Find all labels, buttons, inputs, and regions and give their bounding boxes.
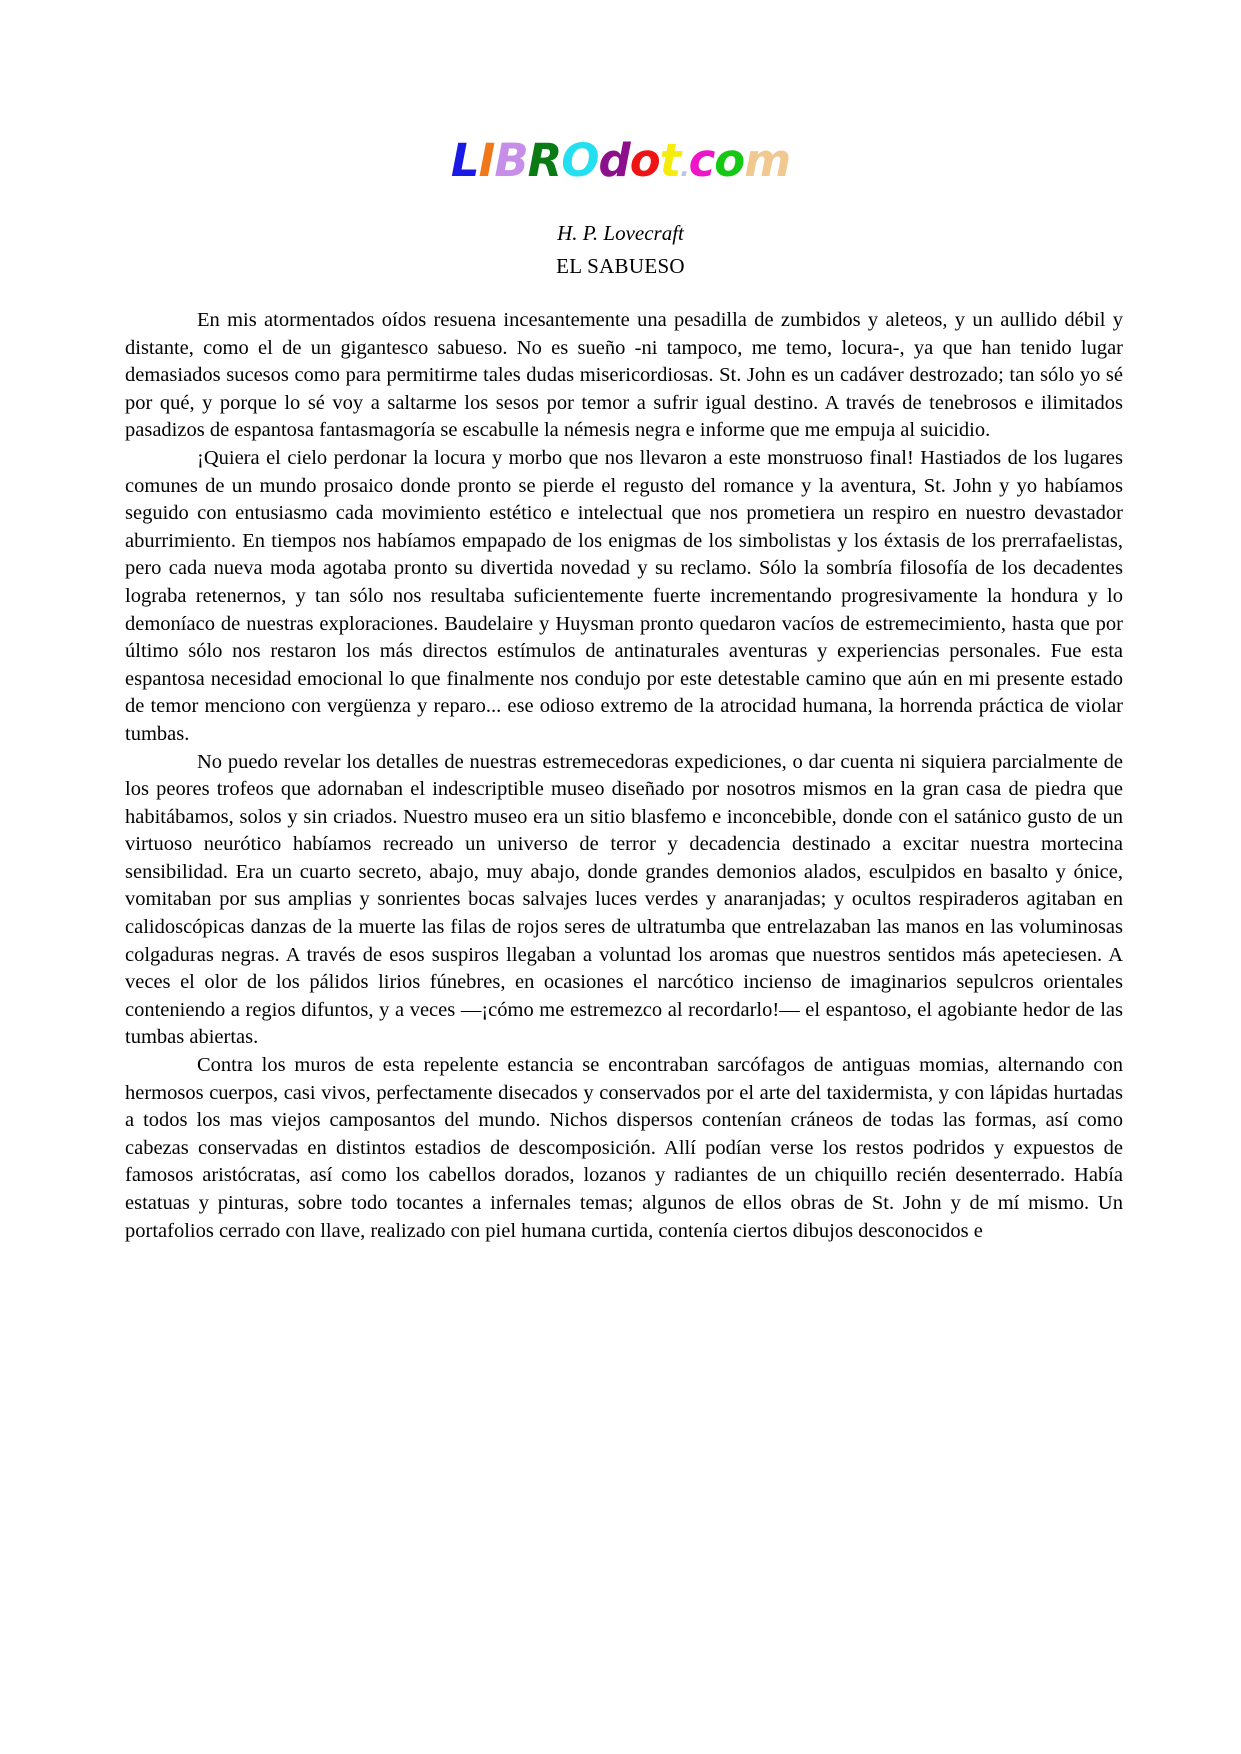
logo-letter-5: d bbox=[598, 134, 630, 187]
logo-letter-1: I bbox=[478, 134, 495, 187]
logo-letter-0: L bbox=[450, 134, 479, 187]
body-text bbox=[0, 307, 1241, 1245]
logo-letter-3: R bbox=[527, 134, 562, 187]
page-title: EL SABUESO bbox=[556, 254, 685, 278]
paragraph: Contra los muros de esta repelente estancia se encontraban sarcófagos de antiguas momias, alternando con hermosos cuerpos, casi vivos, perfectamente disecados y conservados por el arte del taxidermista, y con lápidas hurtadas a todos los mas viejos camposantos del mundo. Nichos dispersos contenían cráneos de todas las formas, así como cabezas conservadas en distintos estadios de descomposición. Allí podían verse los restos podridos y expuestos de famosos aristócratas, así como los cabellos dorados, lozanos y radiantes de un chiquillo recién desenterrado. Había estatuas y pinturas, sobre todo tocantes a infernales temas; algunos de ellos obras de St. John y de mí mismo. Un portafolios cerrado con llave, realizado con piel humana curtida, contenía ciertos dibujos desconocidos e bbox=[125, 1054, 1123, 1242]
logo-letter-9: c bbox=[688, 134, 715, 187]
logo-letter-6: o bbox=[629, 134, 660, 187]
paragraph: No puedo revelar los detalles de nuestras estremecedoras expediciones, o dar cuenta ni siquiera parcialmente de los peores trofeos que adornaban el indescriptible museo diseñado por nosotros mismos en la gran casa de piedra que habitábamos, solos y sin criados. Nuestro museo era un sitio blasfemo e inconcebible, donde con el satánico gusto de un virtuoso neurótico habíamos recreado un universo de terror y decadencia destinado a excitar nuestra mortecina sensibilidad. Era un cuarto secreto, abajo, muy abajo, donde grandes demonios alados, esculpidos en basalto y ónice, vomitaban por sus amplias y sonrientes bocas salvajes luces verdes y anaranjadas; y ocultos respiraderos agitaban en calidoscópicas danzas de la muerte las filas de rojos seres de ultratumba que entrelazaban las manos en las voluminosas colgaduras negras. A través de esos suspiros llegaban a voluntad los aromas que nuestros sentidos más apeteciesen. A veces el olor de los pálidos lirios fúnebres, en ocasiones el narcótico incienso de imaginarios sepulcros orientales conteniendo a regios difuntos, y a veces —¡cómo me estremezco al recordarlo!— el espantoso, el agobiante hedor de las tumbas abiertas. bbox=[125, 750, 1123, 1049]
paragraph: ¡Quiera el cielo perdonar la locura y morbo que nos llevaron a este monstruoso final! Hastiados de los lugares comunes de un mundo prosaico donde pronto se pierde el regusto del romance y la aventura, St. John y yo habíamos seguido con entusiasmo cada movimiento estético e intelectual que nos prometiera un respiro en nuestro devastador aburrimiento. En tiempos nos habíamos empapado de los enigmas de los simbolistas y los éxtasis de los prerrafaelistas, pero cada nueva moda agotaba pronto su divertida novedad y su reclamo. Sólo la sombría filosofía de los decadentes lograba retenernos, y tan sólo nos resultaba suficientemente fuerte incrementando progresivamente la hondura y lo demoníaco de nuestras exploraciones. Baudelaire y Huysman pronto quedaron vacíos de estremecimiento, hasta que por último sólo nos restaron los más directos estímulos de antinaturales aventuras y experiencias personales. Fue esta espantosa necesidad emocional lo que finalmente nos condujo por este detestable camino que aún en mi presente estado de temor menciono con vergüenza y reparo... ese odioso extremo de la atrocidad humana, la horrenda práctica de violar tumbas. bbox=[125, 446, 1123, 745]
author-byline: H. P. Lovecraft bbox=[557, 221, 684, 245]
logo-letter-8: . bbox=[680, 153, 689, 182]
logo-letter-4: O bbox=[561, 134, 599, 187]
logo-letter-11: m bbox=[744, 134, 791, 187]
logo-letter-10: o bbox=[714, 134, 745, 187]
logo-letter-2: B bbox=[494, 134, 528, 187]
librodot-logo[interactable] bbox=[450, 134, 791, 187]
logo-container bbox=[0, 0, 1241, 187]
logo-letter-7: t bbox=[659, 134, 681, 187]
paragraph: En mis atormentados oídos resuena incesantemente una pesadilla de zumbidos y aleteos, y un aullido débil y distante, como el de un gigantesco sabueso. No es sueño -ni tampoco, me temo, locura-, ya que han tenido lugar demasiados sucesos como para permitirme tales dudas misericordiosas. St. John es un cadáver destrozado; tan sólo yo sé por qué, y porque lo sé voy a saltarme los sesos por temor a sufrir igual destino. A través de tenebrosos e ilimitados pasadizos de espantosa fantasmagoría se escabulle la némesis negra e informe que me empuja al suicidio. bbox=[125, 309, 1123, 442]
